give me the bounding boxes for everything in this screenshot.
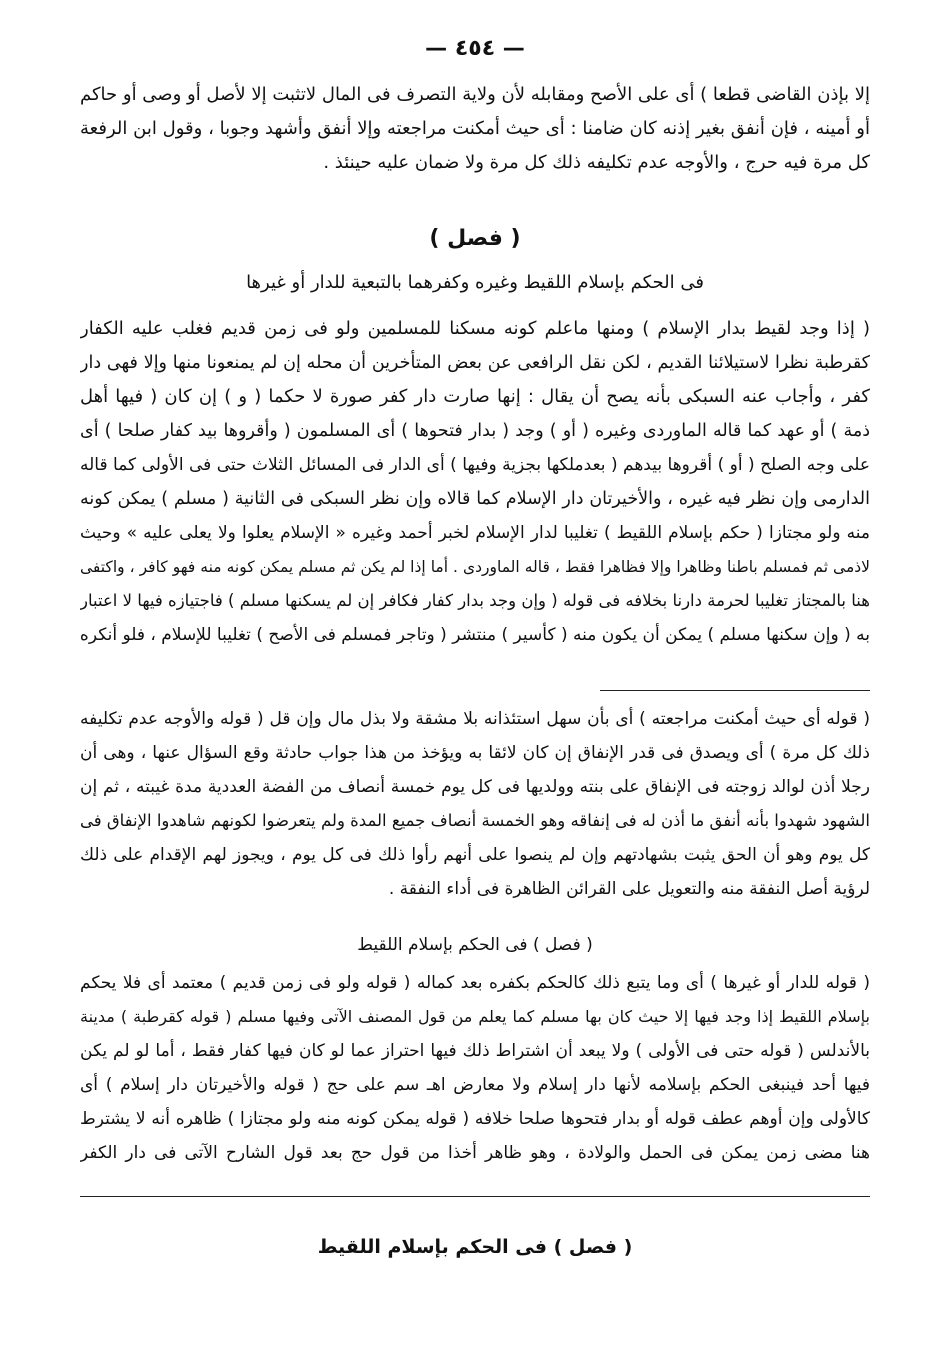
footnote-separator <box>600 690 870 691</box>
body-line-6: الدارمى وإن نظر فيه غيره ، والأخيرتان دار الإسلام كما قالاه وإن نظر السبكى فى الثانية ( مسلم ) يمكن كونه <box>80 489 870 509</box>
footnote-line-12: هنا مضى زمن يمكن فى الحمل والولادة ، وهو ظاهر أخذا من قول حج بعد قول الشارح الآتى فى دار الكفر <box>80 1143 870 1163</box>
bottom-heading: ( فصل ) فى الحكم بإسلام اللقيط <box>317 1236 633 1258</box>
body-line-4: ذمة ) أو عهد كما قاله الماوردى وغيره ( أو ) وجد ( بدار فتحوها ) أى المسلمون ( وأقروها بيد كفار صلحا ) أى <box>80 421 870 441</box>
intro-line-2: أو أمينه ، فإن أنفق بغير إذنه كان ضامنا : أى حيث أمكنت مراجعته وإلا أنفق وأشهد وجوبا ، وقول ابن الرفعة <box>80 118 870 139</box>
footnote-line-2: ذلك كل مرة ) أى ويصدق فى قدر الإنفاق إن كان لائقا به ويؤخذ من هذا جواب حادثة وقع السؤال عنها ، وهى أن <box>80 743 870 763</box>
body-line-7: منه ولو مجتازا ( حكم بإسلام اللقيط ) تغليبا لدار الإسلام لخبر أحمد وغيره « الإسلام يعلوا ولا يعلى عليه » وحيث <box>80 523 870 543</box>
footnote-line-7: ( قوله للدار أو غيرها ) أى وما يتبع ذلك كالحكم بكفره بعد كماله ( قوله ولو فى زمن قديم ) معتمد أى فلا يحكم <box>80 973 870 993</box>
body-line-1: ( إذا وجد لقيط بدار الإسلام ) ومنها ماعلم كونه مسكنا للمسلمين ولو فى زمن قديم فغلب عليه الكفار <box>80 318 870 339</box>
footnote-line-5: كل يوم وهو أن الحق يثبت بشهادتهم وإن لم ينصوا على أنهم رأوا ذلك فى كل يوم ، ويجوز لهم الإقدام على ذلك <box>80 845 870 865</box>
section-title: ( فصل ) <box>429 226 521 251</box>
body-line-9: هنا بالمجتاز تغليبا لحرمة دارنا بخلافه فى قوله ( وإن وجد بدار كفار فكافر إن لم يسكنها مسلم ) فاجتيازه فيها لا اعتبار <box>80 591 870 610</box>
body-line-2: كقرطبة نظرا لاستيلائنا القديم ، لكن نقل الرافعى عن بعض المتأخرين أن محله إن لم يمنعونا منها وإلا فهى دار <box>80 353 870 373</box>
body-line-10: به ( وإن سكنها مسلم ) يمكن أن يكون منه ( كأسير ) منتشر ( وتاجر فمسلم فى الأصح ) تغليبا للإسلام ، فلو أنكره <box>80 625 870 645</box>
footnote-line-4: الشهود شهدوا بأنه أنفق ما أذن له فى إنفاقه وهو الخمسة أنصاف جميع المدة ولم يتعرضوا لكونهم شاهدوا الإنفاق فى <box>80 811 870 830</box>
footnote-line-1: ( قوله أى حيث أمكنت مراجعته ) أى بأن سهل استئذانه بلا مشقة ولا بذل مال وإن قل ( قوله والأوجه عدم تكليفه <box>80 709 870 729</box>
intro-line-3: كل مرة فيه حرج ، والأوجه عدم تكليفه ذلك كل مرة ولا ضمان عليه حينئذ . <box>323 152 870 173</box>
body-line-8: لاذمى ثم فمسلم باطنا وظاهرا وإلا فظاهرا فقط ، قاله الماوردى . أما إذا لم يكن ثم مسلم يمكن كونه منه فهو كافر ، واكتفى <box>80 558 870 576</box>
footnote-line-3: رجلا أذن لوالد زوجته فى الإنفاق على بنته وولديها فى كل يوم خمسة أنصاف من الفضة العددية مدة غيبته ، ثم إن <box>80 777 870 797</box>
footnote-line-8: بإسلام اللقيط إذا وجد فيها إلا حيث كان بها مسلم كما يعلم من قول المصنف الآتى وفيها مسلم ( قوله كقرطبة ) مدينة <box>80 1007 870 1026</box>
page-number: — ٤٥٤ — <box>425 36 525 61</box>
body-line-3: كفر ، وأجاب عنه السبكى بأنه يصح أن يقال : إنها صارت دار كفر صورة لا حكما ( و ) إن كان ( فيها أهل <box>80 386 870 407</box>
section-subtitle: فى الحكم بإسلام اللقيط وغيره وكفرهما بالتبعية للدار أو غيرها <box>246 272 704 293</box>
footnote-line-6: لرؤية أصل النفقة منه والتعويل على القرائن الظاهرة فى أداء النفقة . <box>388 879 870 899</box>
footnote-line-10: فيها أحد فينبغى الحكم بإسلامه لأنها دار إسلام ولا معارض اهـ سم على حج ( قوله والأخيرتان دار إسلام ) أى <box>80 1075 870 1095</box>
footnote-line-11: كالأولى وإن أوهم عطف قوله أو بدار فتحوها صلحا خلافه ( قوله يمكن كونه منه ولو مجتازا ) ظاهره أنه لا يشترط <box>80 1109 870 1129</box>
footnote-line-9: بالأندلس ( قوله حتى فى الأولى ) ولا يبعد أن اشتراط ذلك فيها احتراز عما لو كان فيها كفار فقط ، أما لو لم يكن <box>80 1041 870 1061</box>
body-line-5: على وجه الصلح ( أو ) أقروها بيدهم ( بعدملكها بجزية وفيها ) أى الدار فى المسائل الثلاث حتى فى الأولى كما قاله <box>80 455 870 475</box>
bottom-separator <box>80 1196 870 1197</box>
footnote-subheading: ( فصل ) فى الحكم بإسلام اللقيط <box>357 935 593 955</box>
intro-line-1: إلا بإذن القاضى قطعا ) أى على الأصح ومقابله لأن ولاية التصرف فى المال لاتثبت إلا لأصل أو وصى أو حاكم <box>80 84 870 105</box>
